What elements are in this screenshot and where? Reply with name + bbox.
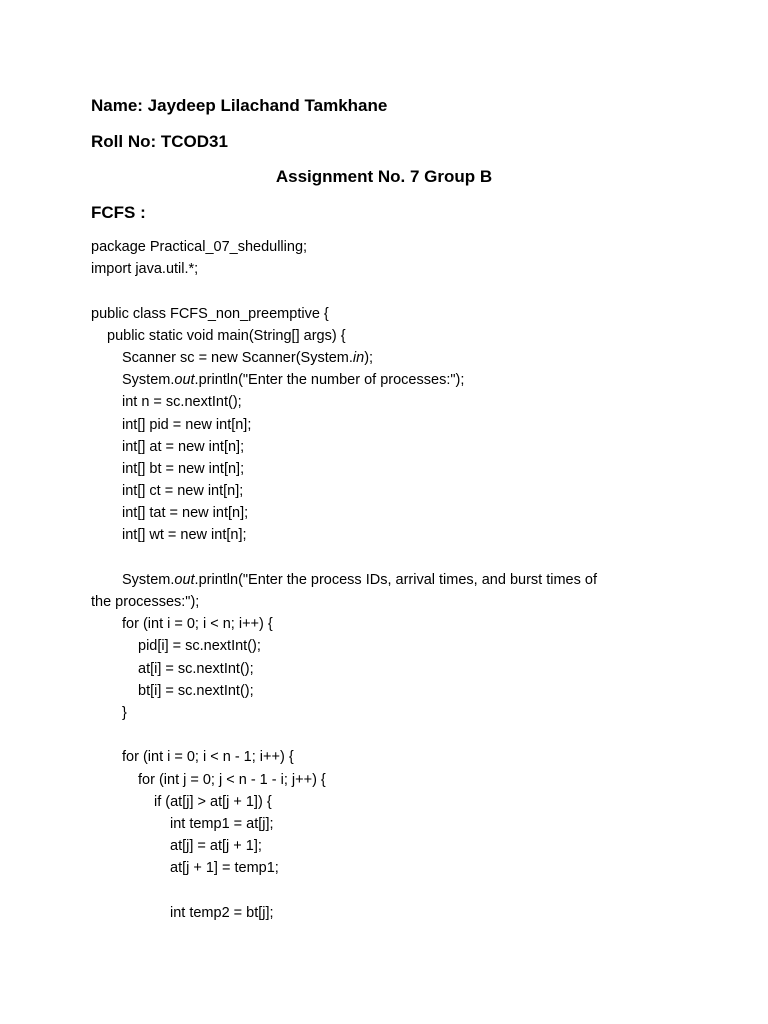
code-line: int temp1 = at[j]; (170, 815, 274, 832)
code-block (91, 236, 691, 924)
code-segment: Scanner sc = new Scanner(System. (122, 349, 353, 366)
code-blank-line (91, 724, 691, 746)
code-blank-line (91, 547, 691, 569)
section-title: FCFS : (91, 203, 146, 222)
code-line (91, 347, 691, 369)
code-segment-italic: in (352, 349, 365, 366)
code-line: the processes:"); (91, 594, 200, 610)
roll-number: Roll No: TCOD31 (91, 132, 228, 151)
code-line: int n = sc.nextInt(); (122, 394, 242, 411)
code-line: public static void main(String[] args) { (107, 327, 346, 344)
code-line (91, 569, 691, 591)
code-segment: .println("Enter the process IDs, arrival times, and burst times of (194, 571, 597, 588)
code-segment-italic: out (174, 372, 195, 389)
code-line: int[] at = new int[n]; (122, 438, 245, 455)
code-line: import java.util.*; (91, 261, 199, 278)
code-line: pid[i] = sc.nextInt(); (138, 638, 261, 655)
code-line: int[] wt = new int[n]; (122, 527, 247, 544)
code-line: int[] bt = new int[n]; (122, 460, 245, 477)
code-line: int[] tat = new int[n]; (122, 505, 249, 522)
code-line: int[] pid = new int[n]; (122, 416, 252, 433)
code-segment: System. (122, 571, 175, 588)
code-line: int[] ct = new int[n]; (122, 483, 244, 500)
code-blank-line (91, 280, 691, 302)
code-line: public class FCFS_non_preemptive { (91, 305, 329, 322)
code-line: at[j + 1] = temp1; (170, 860, 279, 877)
code-line: if (at[j] > at[j + 1]) { (154, 793, 272, 810)
assignment-title: Assignment No. 7 Group B (275, 167, 493, 186)
code-segment-italic: out (174, 571, 195, 588)
code-line: at[i] = sc.nextInt(); (138, 660, 254, 677)
code-segment: .println("Enter the number of processes:"); (194, 372, 465, 389)
code-blank-line (91, 879, 691, 901)
code-line: for (int i = 0; i < n - 1; i++) { (122, 749, 294, 766)
code-line: package Practical_07_shedulling; (91, 239, 308, 255)
code-line: at[j] = at[j + 1]; (170, 838, 262, 855)
code-line: for (int i = 0; i < n; i++) { (122, 616, 273, 633)
code-line: bt[i] = sc.nextInt(); (138, 682, 254, 699)
code-line (91, 369, 691, 391)
code-line: for (int j = 0; j < n - 1 - i; j++) { (138, 771, 326, 788)
code-line: int temp2 = bt[j]; (170, 904, 274, 921)
code-line: } (122, 704, 127, 721)
code-segment: System. (122, 372, 175, 389)
student-name: Name: Jaydeep Lilachand Tamkhane (91, 96, 388, 115)
code-segment: ); (364, 349, 374, 366)
